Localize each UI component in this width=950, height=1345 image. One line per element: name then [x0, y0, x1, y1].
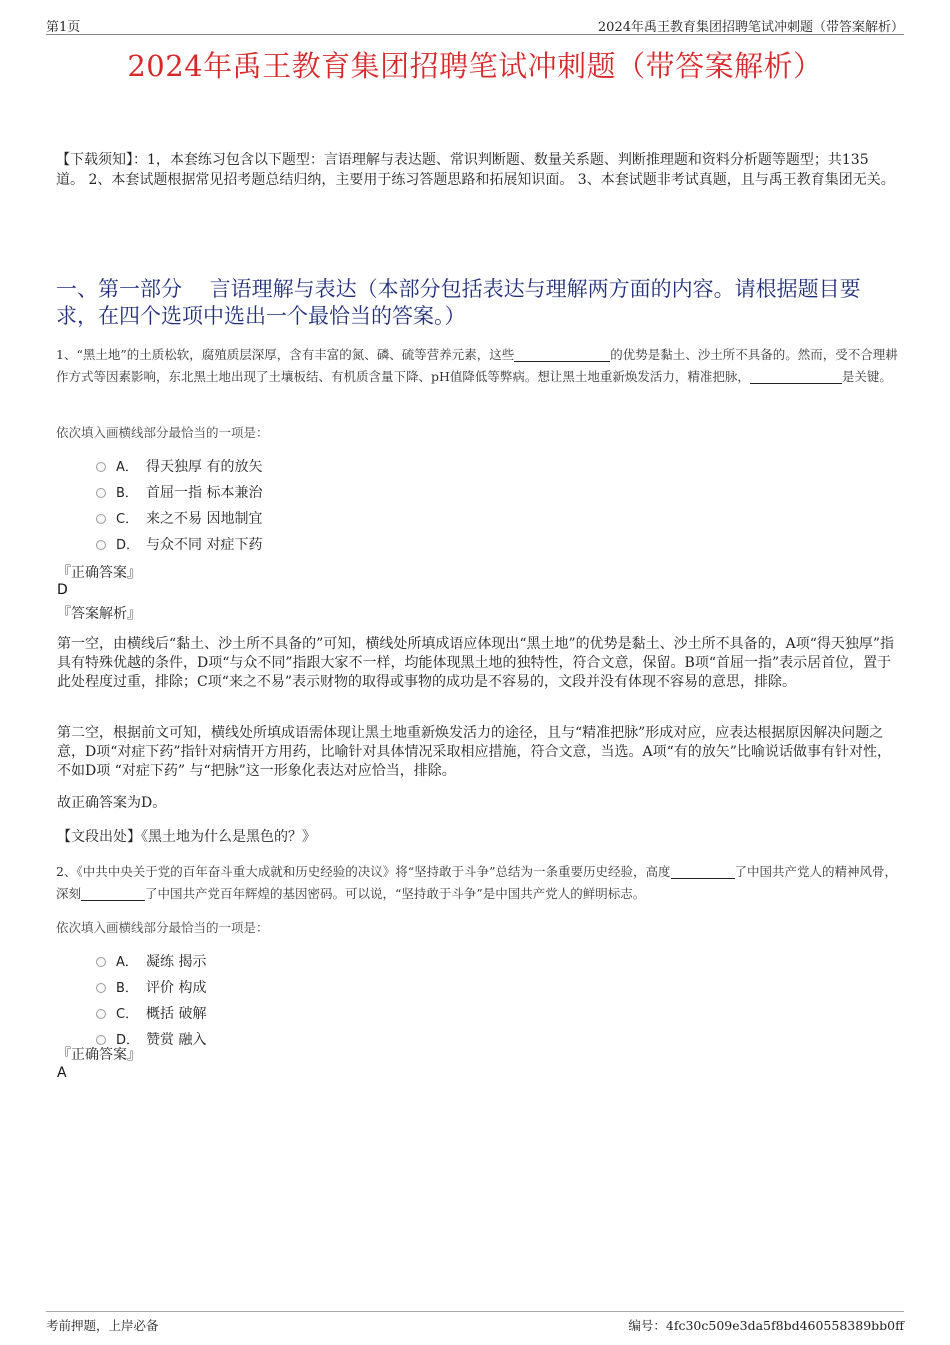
page-number: 第1页 — [46, 20, 81, 35]
question-1-analysis-label: 『答案解析』 — [57, 606, 141, 622]
download-notice: 【下载须知】：1，本套练习包含以下题型：言语理解与表达题、常识判断题、数量关系题、判断推理题和资料分析题等题型；共135道。 2、本套试题根据常见招考题总结归纳，主要用于练习答题思路和拓展知识面。 3、本套试题非考试真题，且与禹王教育集团无关。 — [56, 152, 895, 188]
question-2-option-b[interactable]: B． 评价 构成 — [96, 977, 206, 997]
question-1-source: 【文段出处】《黑土地为什么是黑色的？》 — [57, 829, 316, 845]
question-1-analysis-2: 第二空，根据前文可知，横线处所填成语需体现让黑土地重新焕发活力的途径，且与“精准把脉”形成对应，应表达根据原因解决问题之意，D项“对症下药”指针对病情开方用药，比喻针对具体情况采取相应措施，符合文意，当选。A项“有的放矢”比喻说话做事有针对性，不如D项 “对症下药” 与“把脉”这一形象化表达对应恰当，排除。 — [57, 725, 891, 779]
question-2-option-d[interactable]: D． 赞赏 融入 — [96, 1029, 206, 1049]
blank-2 — [81, 886, 145, 901]
blank-1 — [671, 864, 735, 879]
blank-2 — [750, 369, 842, 384]
page-footer — [46, 1311, 904, 1334]
question-2-option-c[interactable]: C． 概括 破解 — [96, 1003, 206, 1023]
radio-icon[interactable] — [96, 540, 106, 550]
blank-1 — [514, 347, 610, 362]
question-2-text: 2、《中共中央关于党的百年奋斗重大成就和历史经验的决议》将“坚持敢于斗争”总结为一条重要历史经验，高度 了中国共产党人的精神风骨，深刻 了中国共产党百年辉煌的基因密码。可以说，“坚持敢于斗争”是中国共产党人的鲜明标志。 — [56, 864, 898, 901]
header-doc-title: 2024年禹王教育集团招聘笔试冲刺题（带答案解析） — [597, 20, 904, 35]
radio-icon[interactable] — [96, 462, 106, 472]
question-1-prompt: 依次填入画横线部分最恰当的一项是： — [56, 425, 269, 440]
question-2-option-a[interactable]: A． 凝练 揭示 — [96, 951, 206, 971]
question-2-prompt: 依次填入画横线部分最恰当的一项是： — [56, 920, 269, 935]
question-1-analysis-1: 第一空，由横线后“黏土、沙土所不具备的”可知，横线处所填成语应体现出“黑土地”的优势是黏土、沙土所不具备的，A项“得天独厚”指具有特殊优越的条件，D项“与众不同”指跟大家不一样，均能体现黑土地的独特性，符合文意，保留。B项“首屈一指”表示居首位，置于此处程度过重，排除；C项“来之不易”表示财物的取得或事物的成功是不容易的，文段并没有体现不容易的意思，排除。 — [57, 636, 895, 690]
radio-icon[interactable] — [96, 514, 106, 524]
question-2-answer-label: 『正确答案』 — [57, 1047, 141, 1063]
radio-icon[interactable] — [96, 488, 106, 498]
question-1-option-b[interactable]: B． 首屈一指 标本兼治 — [96, 482, 262, 502]
question-1-analysis-3: 故正确答案为D。 — [57, 795, 167, 811]
question-1-option-a[interactable]: A． 得天独厚 有的放矢 — [96, 456, 262, 476]
radio-icon[interactable] — [96, 1009, 106, 1019]
footer-slogan: 考前押题，上岸必备 — [46, 1318, 159, 1333]
radio-icon[interactable] — [96, 983, 106, 993]
section-heading: 一、第一部分 言语理解与表达（本部分包括表达与理解两方面的内容。请根据题目要求，在四个选项中选出一个最恰当的答案。） — [56, 277, 861, 328]
question-1-text: 1、“黑土地”的土质松软，腐殖质层深厚，含有丰富的氮、磷、硫等营养元素，这些 的优势是黏土、沙土所不具备的。然而，受不合理耕作方式等因素影响，东北黑土地出现了土壤板结、有机质含量下降、pH值降低等弊病。想让黑土地重新焕发活力，精准把脉， 是关键。 — [56, 347, 898, 384]
page-header — [46, 14, 904, 35]
question-1-answer: D — [57, 582, 68, 598]
radio-icon[interactable] — [96, 957, 106, 967]
question-2-answer: A — [57, 1065, 67, 1081]
question-1-answer-label: 『正确答案』 — [57, 565, 141, 581]
question-1-option-d[interactable]: D． 与众不同 对症下药 — [96, 534, 262, 554]
document-title: 2024年禹王教育集团招聘笔试冲刺题（带答案解析） — [127, 49, 823, 83]
question-1-option-c[interactable]: C． 来之不易 因地制宜 — [96, 508, 262, 528]
footer-doc-id: 编号：4fc30c509e3da5f8bd460558389bb0ff — [628, 1318, 904, 1333]
